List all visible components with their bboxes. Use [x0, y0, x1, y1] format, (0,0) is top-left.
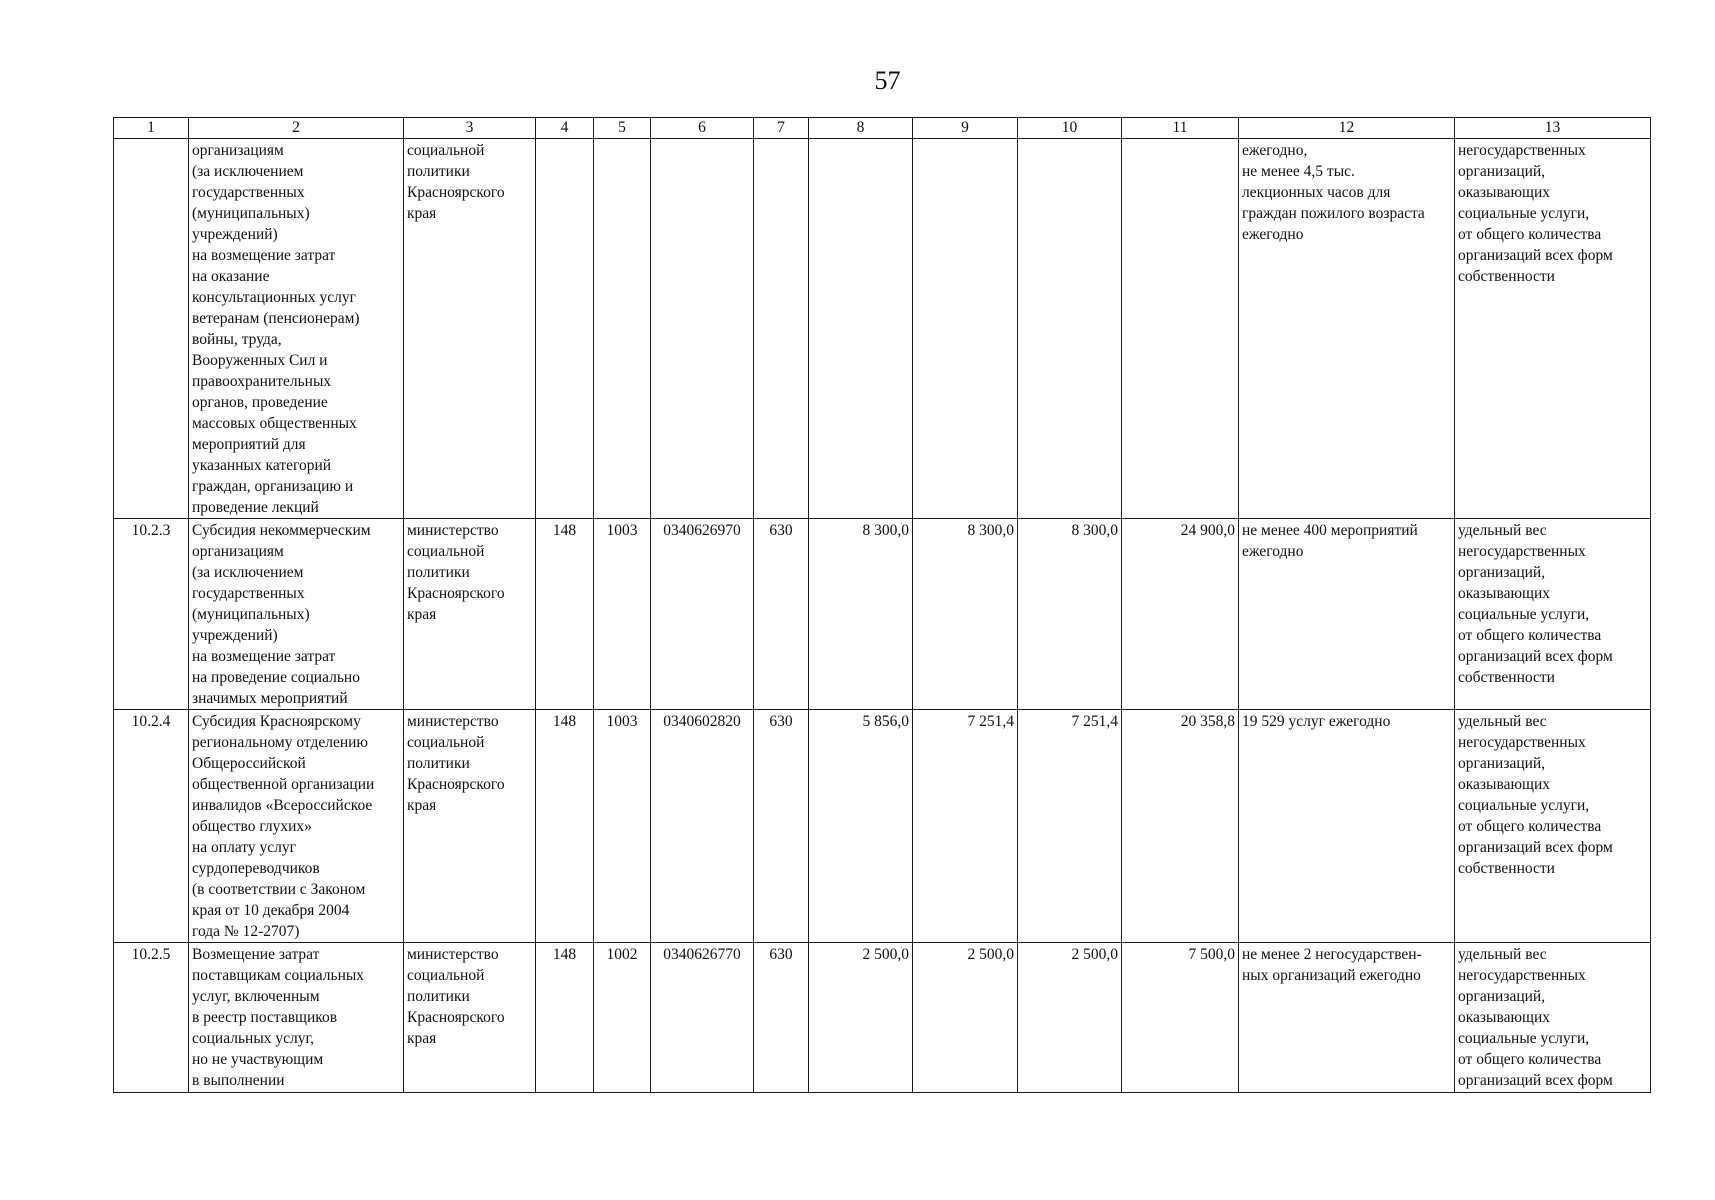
indicator: удельный вес негосударственных организаций, оказывающих социальные услуги, от общего количества организаций всех форм — [1455, 943, 1651, 1093]
expense-type: 630 — [754, 943, 809, 1093]
amount-year-1: 2 500,0 — [809, 943, 913, 1093]
executor: министерство социальной политики Красноярского края — [404, 519, 536, 710]
amount-total: 20 358,8 — [1122, 710, 1239, 943]
column-header: 3 — [404, 118, 536, 139]
indicator: удельный вес негосударственных организаций, оказывающих социальные услуги, от общего количества организаций всех форм собственности — [1455, 519, 1651, 710]
column-header: 9 — [913, 118, 1018, 139]
amount-year-1: 5 856,0 — [809, 710, 913, 943]
table-row — [114, 710, 1651, 943]
measure-name: организациям (за исключением государственных (муниципальных) учреждений) на возмещение затрат на оказание консультационных услуг ветеранам (пенсионерам) войны, труда, Вооруженных Сил и правоохранительных органов, проведение массовых общественных мероприятий для указанных категорий граждан, организацию и проведение лекций — [189, 139, 404, 519]
gp-code: 148 — [536, 943, 594, 1093]
target-article: 0340602820 — [651, 710, 754, 943]
gp-code: 148 — [536, 710, 594, 943]
table-row — [114, 943, 1651, 1093]
column-header: 5 — [594, 118, 651, 139]
amount-year-3: 7 251,4 — [1018, 710, 1122, 943]
table-row — [114, 139, 1651, 519]
column-header: 10 — [1018, 118, 1122, 139]
amount-year-3: 8 300,0 — [1018, 519, 1122, 710]
executor: министерство социальной политики Красноярского края — [404, 710, 536, 943]
row-number: 10.2.4 — [114, 710, 189, 943]
amount-year-2: 7 251,4 — [913, 710, 1018, 943]
program-table — [113, 117, 1651, 1093]
page-number: 57 — [874, 66, 901, 95]
column-header: 6 — [651, 118, 754, 139]
measure-name: Возмещение затрат поставщикам социальных услуг, включенным в реестр поставщиков социальных услуг, но не участвующим в выполнении — [189, 943, 404, 1093]
expense-type — [754, 139, 809, 519]
amount-year-1 — [809, 139, 913, 519]
expected-result: 19 529 услуг ежегодно — [1239, 710, 1455, 943]
measure-name: Субсидия некоммерческим организациям (за исключением государственных (муниципальных) учреждений) на возмещение затрат на проведение социально значимых мероприятий — [189, 519, 404, 710]
amount-total — [1122, 139, 1239, 519]
amount-year-1: 8 300,0 — [809, 519, 913, 710]
indicator: удельный вес негосударственных организаций, оказывающих социальные услуги, от общего количества организаций всех форм собственности — [1455, 710, 1651, 943]
expense-type: 630 — [754, 519, 809, 710]
amount-year-3 — [1018, 139, 1122, 519]
column-header: 1 — [114, 118, 189, 139]
section-code: 1002 — [594, 943, 651, 1093]
row-number — [114, 139, 189, 519]
amount-total: 7 500,0 — [1122, 943, 1239, 1093]
amount-year-2: 8 300,0 — [913, 519, 1018, 710]
target-article: 0340626970 — [651, 519, 754, 710]
column-header: 2 — [189, 118, 404, 139]
amount-year-2 — [913, 139, 1018, 519]
column-header: 8 — [809, 118, 913, 139]
column-header: 12 — [1239, 118, 1455, 139]
indicator: негосударственных организаций, оказывающих социальные услуги, от общего количества организаций всех форм собственности — [1455, 139, 1651, 519]
expected-result: не менее 2 негосударствен- ных организаций ежегодно — [1239, 943, 1455, 1093]
section-code: 1003 — [594, 710, 651, 943]
expected-result: не менее 400 мероприятий ежегодно — [1239, 519, 1455, 710]
executor: министерство социальной политики Красноярского края — [404, 943, 536, 1093]
column-header: 11 — [1122, 118, 1239, 139]
column-header: 13 — [1455, 118, 1651, 139]
row-number: 10.2.3 — [114, 519, 189, 710]
amount-total: 24 900,0 — [1122, 519, 1239, 710]
executor: социальной политики Красноярского края — [404, 139, 536, 519]
amount-year-2: 2 500,0 — [913, 943, 1018, 1093]
column-header: 7 — [754, 118, 809, 139]
section-code: 1003 — [594, 519, 651, 710]
measure-name: Субсидия Красноярскому региональному отделению Общероссийской общественной организации инвалидов «Всероссийское общество глухих» на оплату услуг сурдопереводчиков (в соответствии с Законом края от 10 декабря 2004 года № 12-2707) — [189, 710, 404, 943]
gp-code: 148 — [536, 519, 594, 710]
section-code — [594, 139, 651, 519]
row-number: 10.2.5 — [114, 943, 189, 1093]
target-article: 0340626770 — [651, 943, 754, 1093]
table-row — [114, 519, 1651, 710]
column-header: 4 — [536, 118, 594, 139]
amount-year-3: 2 500,0 — [1018, 943, 1122, 1093]
header-row — [114, 118, 1651, 139]
expected-result: ежегодно, не менее 4,5 тыс. лекционных часов для граждан пожилого возраста ежегодно — [1239, 139, 1455, 519]
target-article — [651, 139, 754, 519]
expense-type: 630 — [754, 710, 809, 943]
gp-code — [536, 139, 594, 519]
